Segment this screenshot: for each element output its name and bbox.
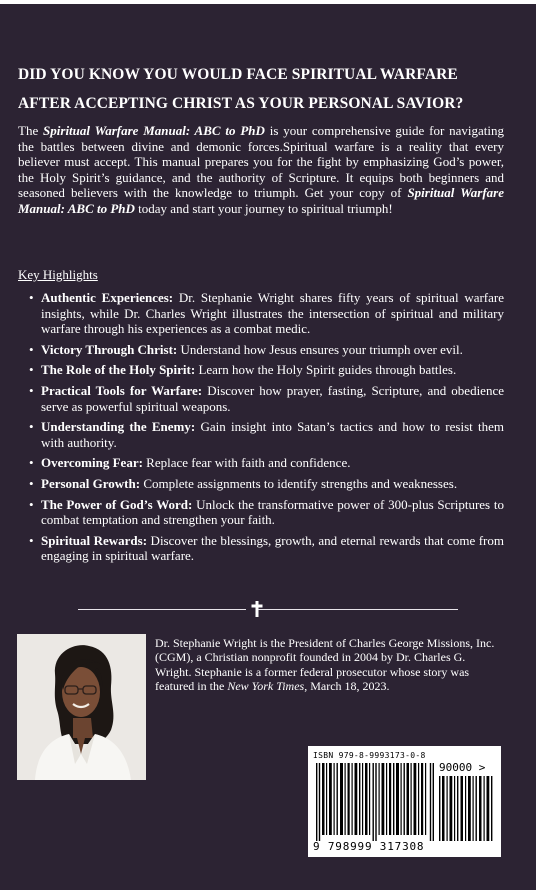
highlight-item xyxy=(28,455,504,471)
highlight-item xyxy=(28,419,504,450)
headline xyxy=(18,60,518,118)
highlight-text: Gain insight into Satan’s tactics and how to resist them with authority. xyxy=(41,419,504,450)
highlight-text: Complete assignments to identify strengths and weaknesses. xyxy=(140,475,458,491)
highlight-text: Discover the blessings, growth, and eternal rewards that come from engaging in spiritual warfare. xyxy=(41,532,504,564)
book-title: Spiritual Warfare Manual: ABC to PhD xyxy=(43,123,265,138)
highlight-label: Overcoming Fear: xyxy=(41,455,143,471)
highlight-text: Dr. Stephanie Wright shares fifty years of spiritual warfare insights, while Dr. Charles Wright illustrates the intersection of spiritual and military warfare through his experiences as a combat medic. xyxy=(41,290,505,337)
headline-line-1: DID YOU KNOW YOU WOULD FACE SPIRITUAL WARFARE xyxy=(18,66,458,83)
isbn-barcode xyxy=(308,746,501,857)
highlight-text: Understand how Jesus ensures your triumph over evil. xyxy=(177,341,463,357)
highlight-text: Unlock the transformative power of 300-plus Scriptures to combat temptation and strengthen your faith. xyxy=(41,496,504,528)
author-bio xyxy=(155,636,504,694)
bio-publication: New York Times xyxy=(227,679,305,694)
intro-text-start: The xyxy=(18,123,44,138)
highlight-label: Understanding the Enemy: xyxy=(41,419,196,435)
highlight-item xyxy=(28,497,504,528)
key-highlights-heading: Key Highlights xyxy=(18,267,98,282)
intro-text-end: today and start your journey to spiritual triumph! xyxy=(134,200,393,216)
bio-text-start: Dr. Stephanie Wright is the President of Charles George Missions, Inc. (CGM), a Christian nonprofit founded in 2004 by Dr. Charles G. Wright. Stephanie is a former federal prosecutor whose story was featured in the xyxy=(155,636,495,694)
ean-bars xyxy=(316,763,434,841)
bio-text-end: , March 18, 2023. xyxy=(304,679,390,694)
intro-text-middle: is your comprehensive guide for navigating the battles between divine and demonic forces.Spiritual warfare is a reality that every believer must accept. This manual prepares you for the fight by emphasizing God’s power, the Holy Spirit’s guidance, and the authority of Scripture. It equips both beginners and seasoned believers with the knowledge to triumph. Get your copy of xyxy=(18,123,504,201)
cross-divider xyxy=(78,601,458,617)
addon-bars xyxy=(439,776,494,841)
highlight-label: Spiritual Rewards: xyxy=(41,532,148,548)
intro-paragraph xyxy=(18,123,504,217)
highlight-text: Discover how prayer, fasting, Scripture, and obedience serve as powerful spiritual weapons. xyxy=(41,382,504,414)
ean-number: 9 798999 317308 xyxy=(313,840,425,853)
highlight-item xyxy=(28,362,504,378)
highlight-label: The Role of the Holy Spirit: xyxy=(41,362,196,378)
isbn-number: ISBN 979-8-9993173-0-8 xyxy=(313,751,426,760)
back-cover xyxy=(0,4,536,890)
highlight-text: Learn how the Holy Spirit guides through battles. xyxy=(195,362,457,378)
divider-line-right xyxy=(258,609,458,610)
highlight-label: Victory Through Christ: xyxy=(41,341,178,357)
book-title-repeat: Spiritual Warfare Manual: ABC to PhD xyxy=(18,185,505,216)
highlights-list xyxy=(28,290,504,569)
headline-line-2: AFTER ACCEPTING CHRIST AS YOUR PERSONAL SAVIOR? xyxy=(18,95,464,112)
highlight-item xyxy=(28,290,504,337)
highlight-label: Practical Tools for Warfare: xyxy=(41,382,203,398)
highlight-item xyxy=(28,533,504,564)
price-code: 90000 > xyxy=(439,761,486,774)
highlight-item xyxy=(28,383,504,414)
highlight-label: The Power of God’s Word: xyxy=(41,496,193,512)
author-photo xyxy=(17,634,146,780)
highlight-text: Replace fear with faith and confidence. xyxy=(142,455,351,471)
highlight-item xyxy=(28,476,504,492)
highlight-item xyxy=(28,342,504,358)
highlight-label: Authentic Experiences: xyxy=(41,290,174,305)
divider-line-left xyxy=(78,609,246,610)
highlight-label: Personal Growth: xyxy=(41,475,141,491)
